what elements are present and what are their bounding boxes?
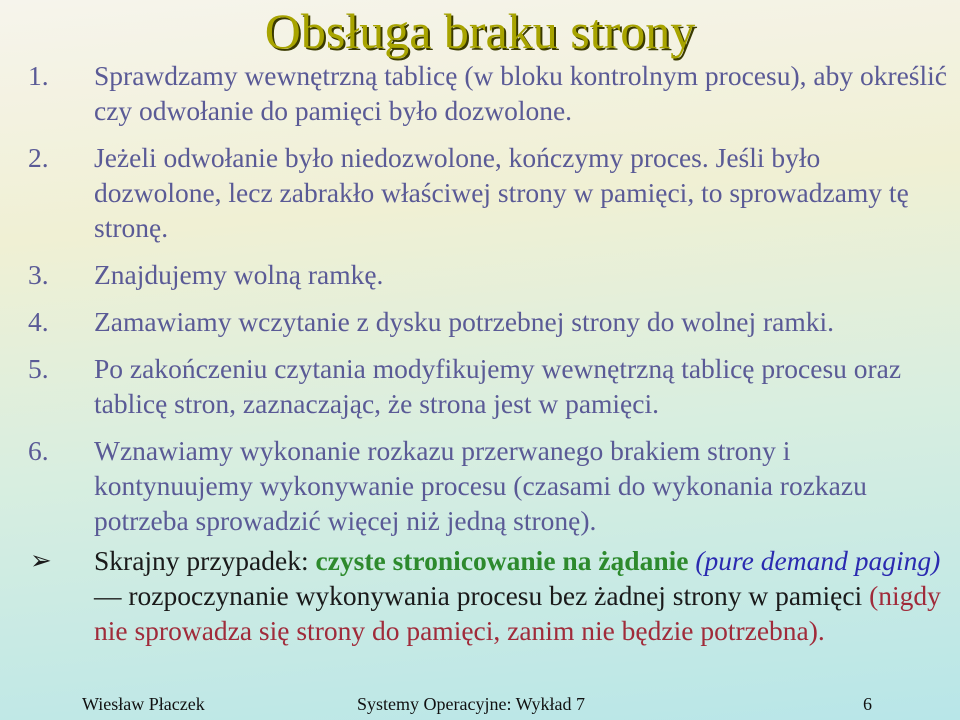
item-text: Wznawiamy wykonanie rozkazu przerwanego brakiem strony i kontynuujemy wykonywanie procesu (czasami do wykonania rozkazu potrzeba sprowadzić więcej niż jedną stronę).: [94, 435, 867, 536]
english-term: (pure demand paging): [688, 545, 941, 576]
slide-body: [28, 58, 948, 648]
list-item: [28, 351, 948, 421]
list-item: [28, 140, 948, 245]
list-item: [28, 433, 948, 538]
special-case-bullet: [28, 543, 948, 648]
item-number: 4.: [28, 306, 49, 337]
item-number: 5.: [28, 353, 49, 384]
page-number: 6: [863, 694, 872, 714]
footer-author: Wiesław Płaczek: [82, 694, 205, 714]
arrow-bullet-icon: ➢: [30, 546, 52, 576]
item-number: 6.: [28, 435, 49, 466]
special-note: (nigdy nie sprowadza się strony do pamięci, zanim nie będzie potrzebna).: [94, 580, 941, 646]
item-number: 3.: [28, 259, 49, 290]
list-item: [28, 304, 948, 339]
slide-title: Obsługa braku strony: [264, 3, 696, 59]
special-definition: — rozpoczynanie wykonywania procesu bez żadnej strony w pamięci: [94, 580, 870, 611]
item-text: Znajdujemy wolną ramkę.: [94, 259, 384, 290]
item-text: Sprawdzamy wewnętrzną tablicę (w bloku kontrolnym procesu), aby określić czy odwołanie do pamięci było dozwolone.: [94, 60, 947, 126]
list-item: [28, 257, 948, 292]
footer-course: Systemy Operacyjne: Wykład 7: [357, 694, 586, 714]
item-number: 2.: [28, 142, 49, 173]
pure-demand-paging-term: czyste stronicowanie na żądanie: [315, 545, 689, 576]
item-number: 1.: [28, 60, 49, 91]
item-text: Zamawiamy wczytanie z dysku potrzebnej strony do wolnej ramki.: [94, 306, 834, 337]
slide-footer: [0, 692, 960, 720]
item-text: Po zakończeniu czytania modyfikujemy wewnętrzną tablicę procesu oraz tablicę stron, zaznaczając, że strona jest w pamięci.: [94, 353, 902, 419]
special-intro: Skrajny przypadek:: [94, 545, 316, 576]
list-item: [28, 58, 948, 128]
item-text: Jeżeli odwołanie było niedozwolone, kończymy proces. Jeśli było dozwolone, lecz zabrakło właściwej strony w pamięci, to sprowadzamy tę stronę.: [94, 142, 909, 243]
